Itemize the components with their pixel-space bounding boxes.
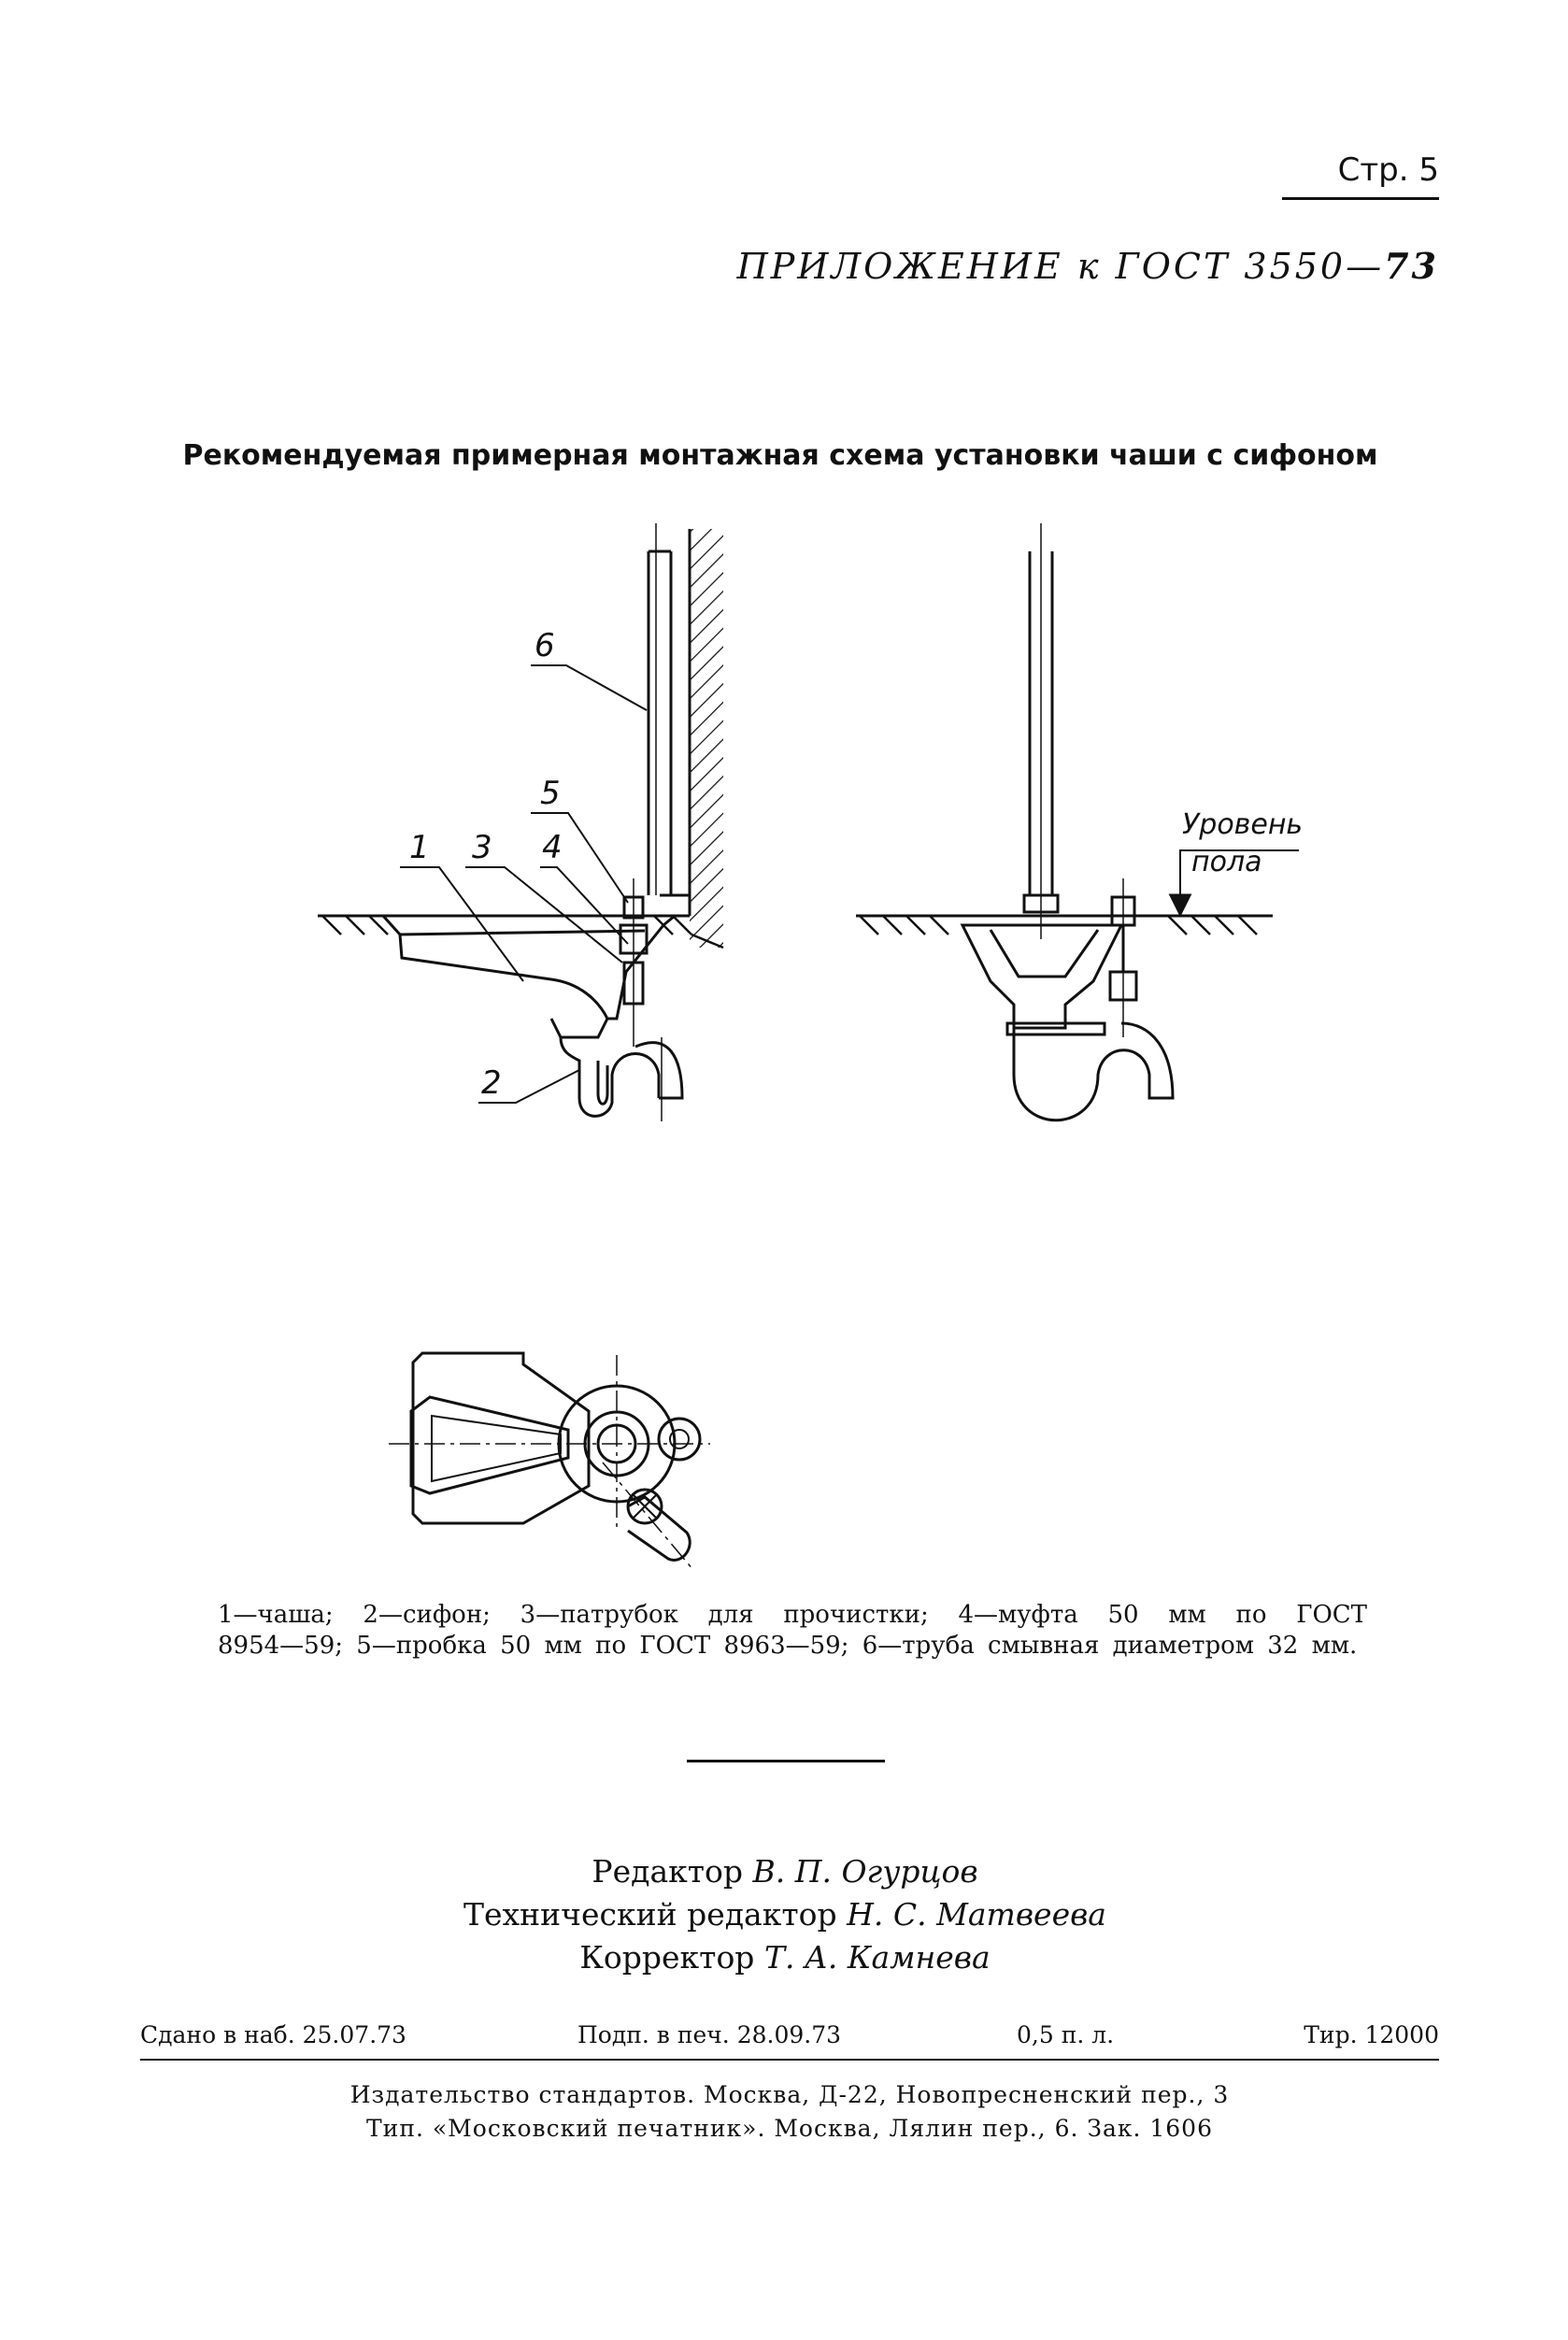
pub-signed: Подп. в печ. 28.09.73 [577, 2021, 842, 2048]
callout-5: 5 [540, 775, 561, 812]
appendix-prefix: ПРИЛОЖЕНИЕ к ГОСТ 3550— [736, 246, 1385, 287]
imprint-printer: Тип. «Московский печатник». Москва, Лялин пер., 6. Зак. 1606 [365, 2115, 1213, 2142]
wall-hatching [690, 529, 723, 948]
credit-proofreader-name: Т. А. Камнева [763, 1939, 991, 1976]
imprint-publisher: Издательство стандартов. Москва, Д-22, Новопресненский пер., 3 [349, 2081, 1230, 2108]
legend-line-1: 1—чаша; 2—сифон; 3—патрубок для прочистки; 4—муфта 50 мм по ГОСТ [218, 1601, 1367, 1629]
credit-proofreader [280, 1939, 1290, 1976]
credit-editor [280, 1853, 1290, 1890]
figure-legend [218, 1600, 1367, 1662]
credit-tech-editor-role: Технический редактор [463, 1896, 837, 1933]
cleanout-assembly [620, 878, 647, 1047]
credit-tech-editor [280, 1896, 1290, 1933]
flush-pipe [649, 523, 690, 895]
plan-bowl-inner [411, 1397, 568, 1493]
credit-proofreader-role: Корректор [579, 1939, 755, 1976]
pub-sent: Сдано в наб. 25.07.73 [140, 2021, 406, 2048]
callout-3: 3 [472, 829, 492, 866]
pub-sheets: 0,5 п. л. [1017, 2021, 1115, 2048]
callout-4: 4 [542, 829, 563, 866]
siphon-front [1014, 1023, 1173, 1120]
pub-print-run: Тир. 12000 [1304, 2021, 1439, 2048]
callout-6: 6 [535, 627, 555, 664]
page-number: Стр. 5 [1337, 151, 1439, 189]
plan-bowl-outline [413, 1353, 589, 1523]
floor-level-marker [1171, 895, 1190, 914]
bowl-rim [400, 931, 645, 935]
appendix-year: 73 [1384, 245, 1439, 287]
plan-view [389, 1353, 710, 1570]
figure-heading: Рекомендуемая примерная монтажная схема установки чаши с сифоном [182, 439, 1378, 472]
credit-editor-name: В. П. Огурцов [752, 1853, 978, 1890]
imprint-divider [140, 2059, 1439, 2061]
callout-1: 1 [409, 829, 430, 866]
leaders-side [400, 665, 647, 1103]
callout-labels [409, 627, 1303, 1102]
side-view [318, 523, 723, 1121]
legend-line-2: 8954—59; 5—пробка 50 мм по ГОСТ 8963—59; 6—труба смывная диаметром 32 мм. [218, 1632, 1358, 1660]
callout-2: 2 [481, 1064, 502, 1102]
section-divider [687, 1760, 885, 1762]
credit-editor-role: Редактор [592, 1853, 743, 1890]
plan-lug [659, 1419, 700, 1460]
floor-level-label-1: Уровень [1182, 808, 1304, 841]
siphon [551, 1019, 682, 1121]
credit-tech-editor-name: Н. С. Матвеева [847, 1896, 1106, 1933]
floor-level-label-2: пола [1191, 846, 1262, 878]
